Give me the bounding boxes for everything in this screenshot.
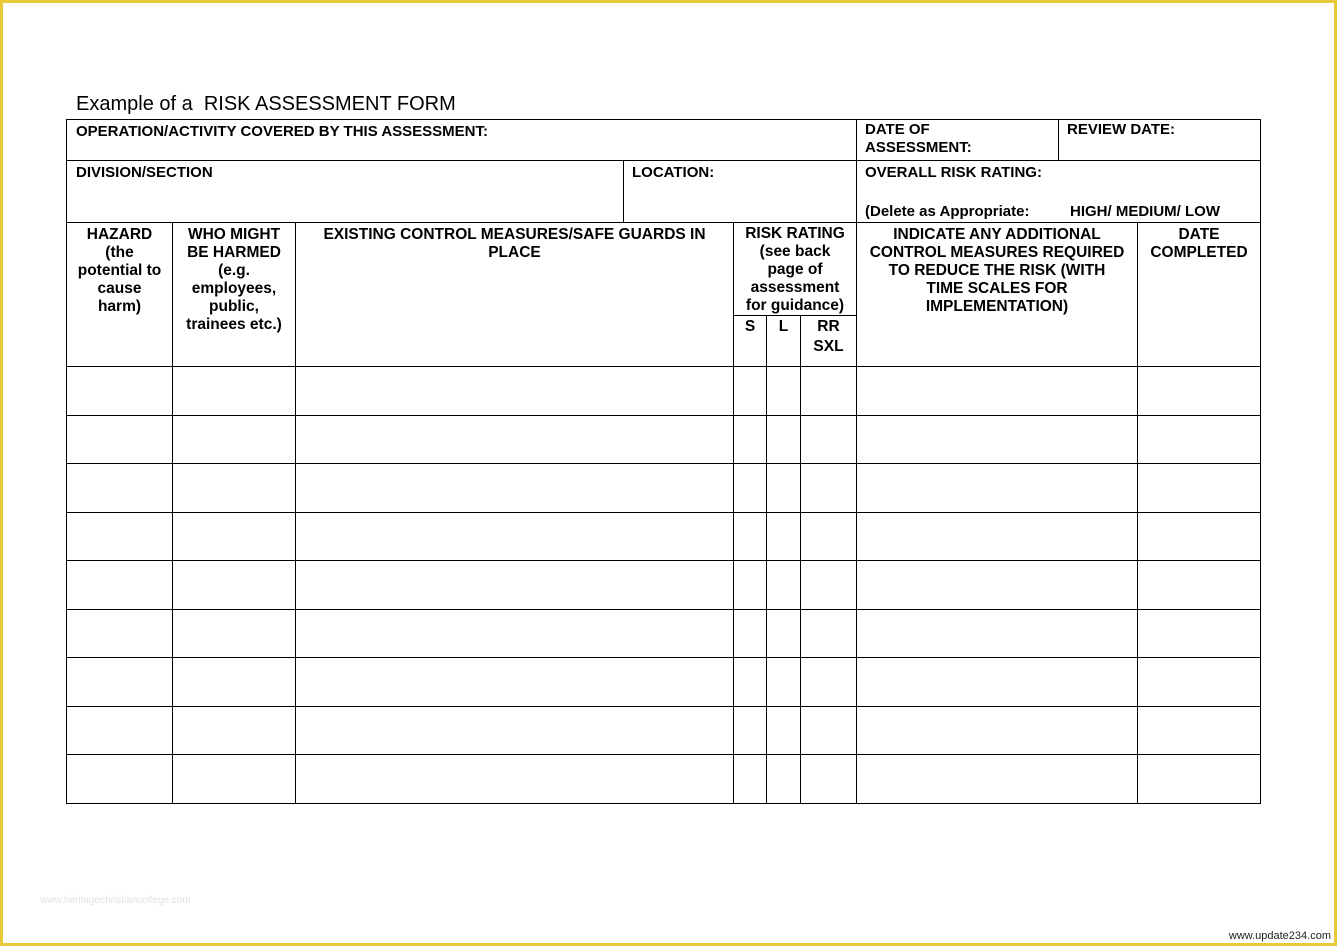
table-row-line — [66, 657, 1261, 658]
division-label: DIVISION/SECTION — [76, 164, 213, 181]
date-of-assessment-label-line1: DATE OF — [865, 121, 930, 138]
who-harmed-header: WHO MIGHT BE HARMED (e.g. employees, public, trainees etc.) — [186, 226, 282, 333]
table-row-line — [66, 463, 1261, 464]
site-watermark: www.update234.com — [1228, 930, 1331, 942]
review-date-label: REVIEW DATE: — [1067, 121, 1176, 138]
location-label: LOCATION: — [632, 164, 715, 181]
date-of-assessment-label-line2: ASSESSMENT: — [865, 139, 972, 156]
table-row-line — [66, 366, 1261, 367]
rating-options: HIGH/ MEDIUM/ LOW — [1070, 203, 1220, 220]
table-row-line — [66, 415, 1261, 416]
faint-watermark: www.heritagechristiancollege.com — [40, 895, 191, 906]
delete-note: (Delete as Appropriate: — [865, 203, 1030, 220]
overall-risk-label: OVERALL RISK RATING: — [865, 164, 1042, 181]
additional-controls-header: INDICATE ANY ADDITIONAL CONTROL MEASURES REQUIRED TO REDUCE THE RISK (WITH TIME SCALES FOR IMPLEMENTATION) — [869, 226, 1125, 315]
form-title: Example of a RISK ASSESSMENT FORM — [76, 93, 456, 115]
risk-rr-header: RR SXL — [813, 318, 844, 355]
risk-s-header: S — [744, 318, 756, 335]
operation-label: OPERATION/ACTIVITY COVERED BY THIS ASSESSMENT: — [76, 123, 489, 140]
table-row-line — [66, 706, 1261, 707]
table-row-line — [66, 512, 1261, 513]
table-row-line — [66, 609, 1261, 610]
table-row-line — [66, 560, 1261, 561]
table-row-line — [66, 754, 1261, 755]
date-completed-header: DATE COMPLETED — [1150, 226, 1248, 261]
risk-rating-header: RISK RATING (see back page of assessment for guidance) — [745, 225, 845, 314]
existing-controls-header: EXISTING CONTROL MEASURES/SAFE GUARDS IN PLACE — [323, 226, 706, 261]
hazard-header: HAZARD (the potential to cause harm) — [77, 226, 162, 315]
risk-l-header: L — [778, 318, 789, 335]
